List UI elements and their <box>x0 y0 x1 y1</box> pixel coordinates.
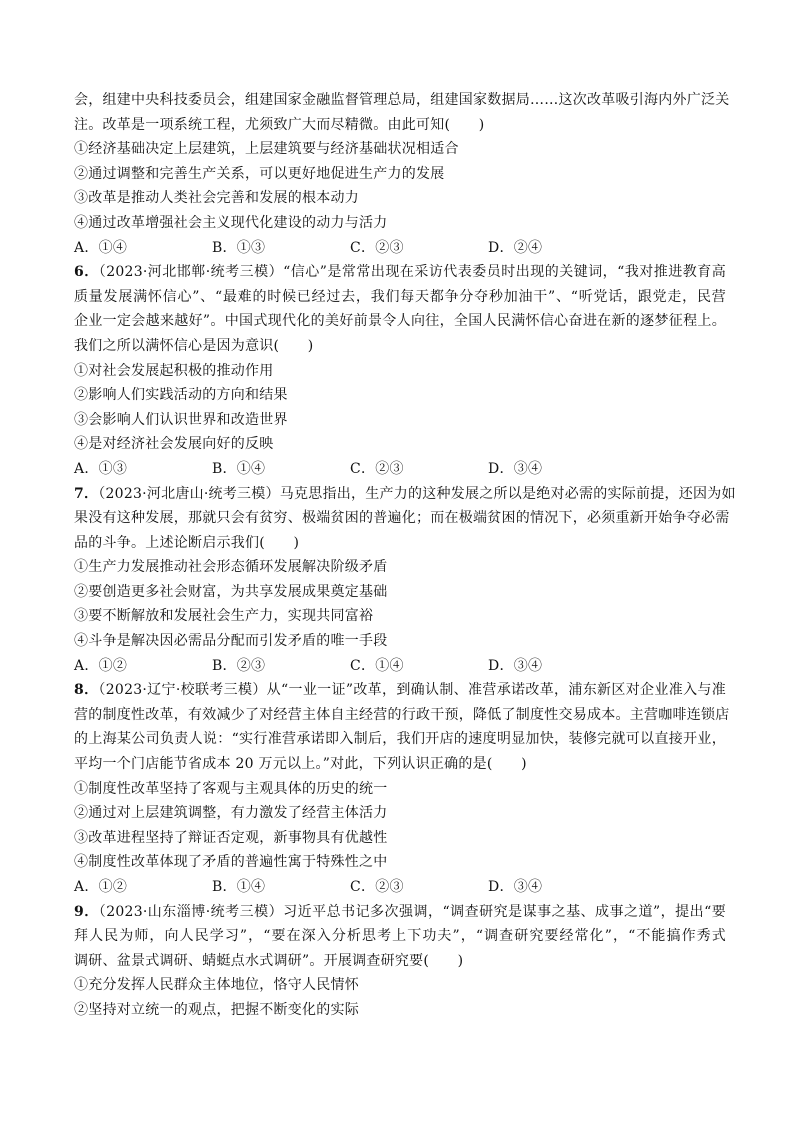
option-a: A．①② <box>74 879 128 895</box>
option-a: A．①③ <box>74 460 128 477</box>
question-text-line: 企业一定会越来越好”。中国式现代化的美好前景令人向往，全国人民满怀信心奋进在新的逐梦征程上。 <box>74 313 726 330</box>
question-text-line: 8．（2023·辽宁·校联考三模）从“一业一证”改革，到确认制、准营承诺改革，浦东新区对企业准入与准 <box>74 682 726 699</box>
answer-options <box>74 875 726 900</box>
option-d: D．③④ <box>488 657 543 674</box>
question-text-line: 我们之所以满怀信心是因为意识( ) <box>74 337 314 354</box>
question-5 <box>74 88 730 260</box>
choice-statement: ①充分发挥人民群众主体地位，恪守人民情怀 <box>74 977 359 994</box>
choice-statement: ④是对经济社会发展向好的反映 <box>74 436 274 453</box>
exam-page <box>74 88 736 1023</box>
option-a: A．①④ <box>74 239 128 256</box>
option-c: C．①④ <box>350 657 404 674</box>
option-b: B．②③ <box>212 657 266 674</box>
question-text-line: 9．（2023·山东淄博·统考三模）习近平总书记多次强调，“调查研究是谋事之基、成事之道”，提出“要 <box>74 903 727 920</box>
option-d: D．③④ <box>488 460 543 477</box>
choice-statement: ②要创造更多社会财富，为共享发展成果奠定基础 <box>74 583 388 600</box>
question-text-line: 注。改革是一项系统工程，尤须致广大而尽精微。由此可知( ) <box>74 116 485 133</box>
choice-statement: ②影响人们实践活动的方向和结果 <box>74 387 288 404</box>
choice-statement: ③要不断解放和发展社会生产力，实现共同富裕 <box>74 608 374 625</box>
option-b: B．①③ <box>212 239 266 256</box>
question-text-line: 营的制度性改革，有效减少了对经营主体自主经营的行政干预，降低了制度性交易成本。主营咖啡连锁店 <box>74 706 730 723</box>
answer-options <box>74 236 726 261</box>
choice-statement: ①生产力发展推动社会形态循环发展解决阶级矛盾 <box>74 559 388 576</box>
question-number: 6． <box>74 264 99 281</box>
choice-statement: ①经济基础决定上层建筑，上层建筑要与经济基础状况相适合 <box>74 141 459 158</box>
option-d: D．③④ <box>488 879 543 895</box>
answer-options <box>74 457 726 482</box>
choice-statement: ②坚持对立统一的观点，把握不断变化的实际 <box>74 1001 359 1018</box>
answer-options <box>74 654 726 679</box>
question-text-line: 品的斗争。上述论断启示我们( ) <box>74 534 300 551</box>
option-c: C．②③ <box>350 460 404 477</box>
question-number: 8． <box>74 682 99 699</box>
question-text-line: 6．（2023·河北邯郸·统考三模）“信心”是常常出现在采访代表委员时出现的关键词，“我对推进教育高 <box>74 264 727 281</box>
option-b: B．①④ <box>212 879 266 895</box>
choice-statement: ②通过对上层建筑调整，有力激发了经营主体活力 <box>74 805 388 822</box>
question-text-line: 平均一个门店能节省成本 20 万元以上。”对此，下列认识正确的是( ) <box>74 756 527 773</box>
question-text-line: 质量发展满怀信心”、“最难的时候已经过去，我们每天都争分夺秒加油干”、“听党话，跟党走，民营 <box>74 288 726 305</box>
option-c: C．②③ <box>350 239 404 256</box>
choice-statement: ③改革进程坚持了辩证否定观，新事物具有优越性 <box>74 829 388 846</box>
choice-statement: ③会影响人们认识世界和改造世界 <box>74 411 288 428</box>
option-b: B．①④ <box>212 460 266 477</box>
question-text-line: 拜人民为师，向人民学习”，“要在深入分析思考上下功夫”，“调查研究要经常化”，“不能搞作秀式 <box>74 928 726 945</box>
question-text-line: 调研、盆景式调研、蜻蜓点水式调研”。开展调查研究要( ) <box>74 952 464 969</box>
question-6 <box>74 260 726 481</box>
option-c: C．②③ <box>350 879 404 895</box>
choice-statement: ③改革是推动人类社会完善和发展的根本动力 <box>74 190 359 207</box>
choice-statement: ①对社会发展起积极的推动作用 <box>74 362 274 379</box>
choice-statement: ④制度性改革体现了矛盾的普遍性寓于特殊性之中 <box>74 854 388 871</box>
question-text-line: 果没有这种发展，那就只会有贫穷、极端贫困的普遍化；而在极端贫困的情况下，必须重新开始争夺必需 <box>74 510 730 527</box>
choice-statement: ④通过改革增强社会主义现代化建设的动力与活力 <box>74 214 388 231</box>
choice-statement: ①制度性改革坚持了客观与主观具体的历史的统一 <box>74 780 388 797</box>
question-text-line: 会，组建中央科技委员会，组建国家金融监督管理总局，组建国家数据局……这次改革吸引海内外广泛关 <box>74 92 730 108</box>
question-number: 7． <box>74 485 99 502</box>
question-9 <box>74 900 726 1023</box>
option-d: D．②④ <box>488 239 543 256</box>
question-7 <box>74 482 736 679</box>
question-number: 9． <box>74 903 99 920</box>
choice-statement: ②通过调整和完善生产关系，可以更好地促进生产力的发展 <box>74 165 445 182</box>
question-text-line: 的上海某公司负责人说：“实行准营承诺即入制后，我们开店的速度明显加快，装修完就可以直接开业， <box>74 731 726 748</box>
question-text-line: 7．（2023·河北唐山·统考三模）马克思指出，生产力的这种发展之所以是绝对必需的实际前提，还因为如 <box>74 485 736 502</box>
question-8 <box>74 678 730 899</box>
option-a: A．①② <box>74 657 128 674</box>
choice-statement: ④斗争是解决因必需品分配而引发矛盾的唯一手段 <box>74 633 388 650</box>
